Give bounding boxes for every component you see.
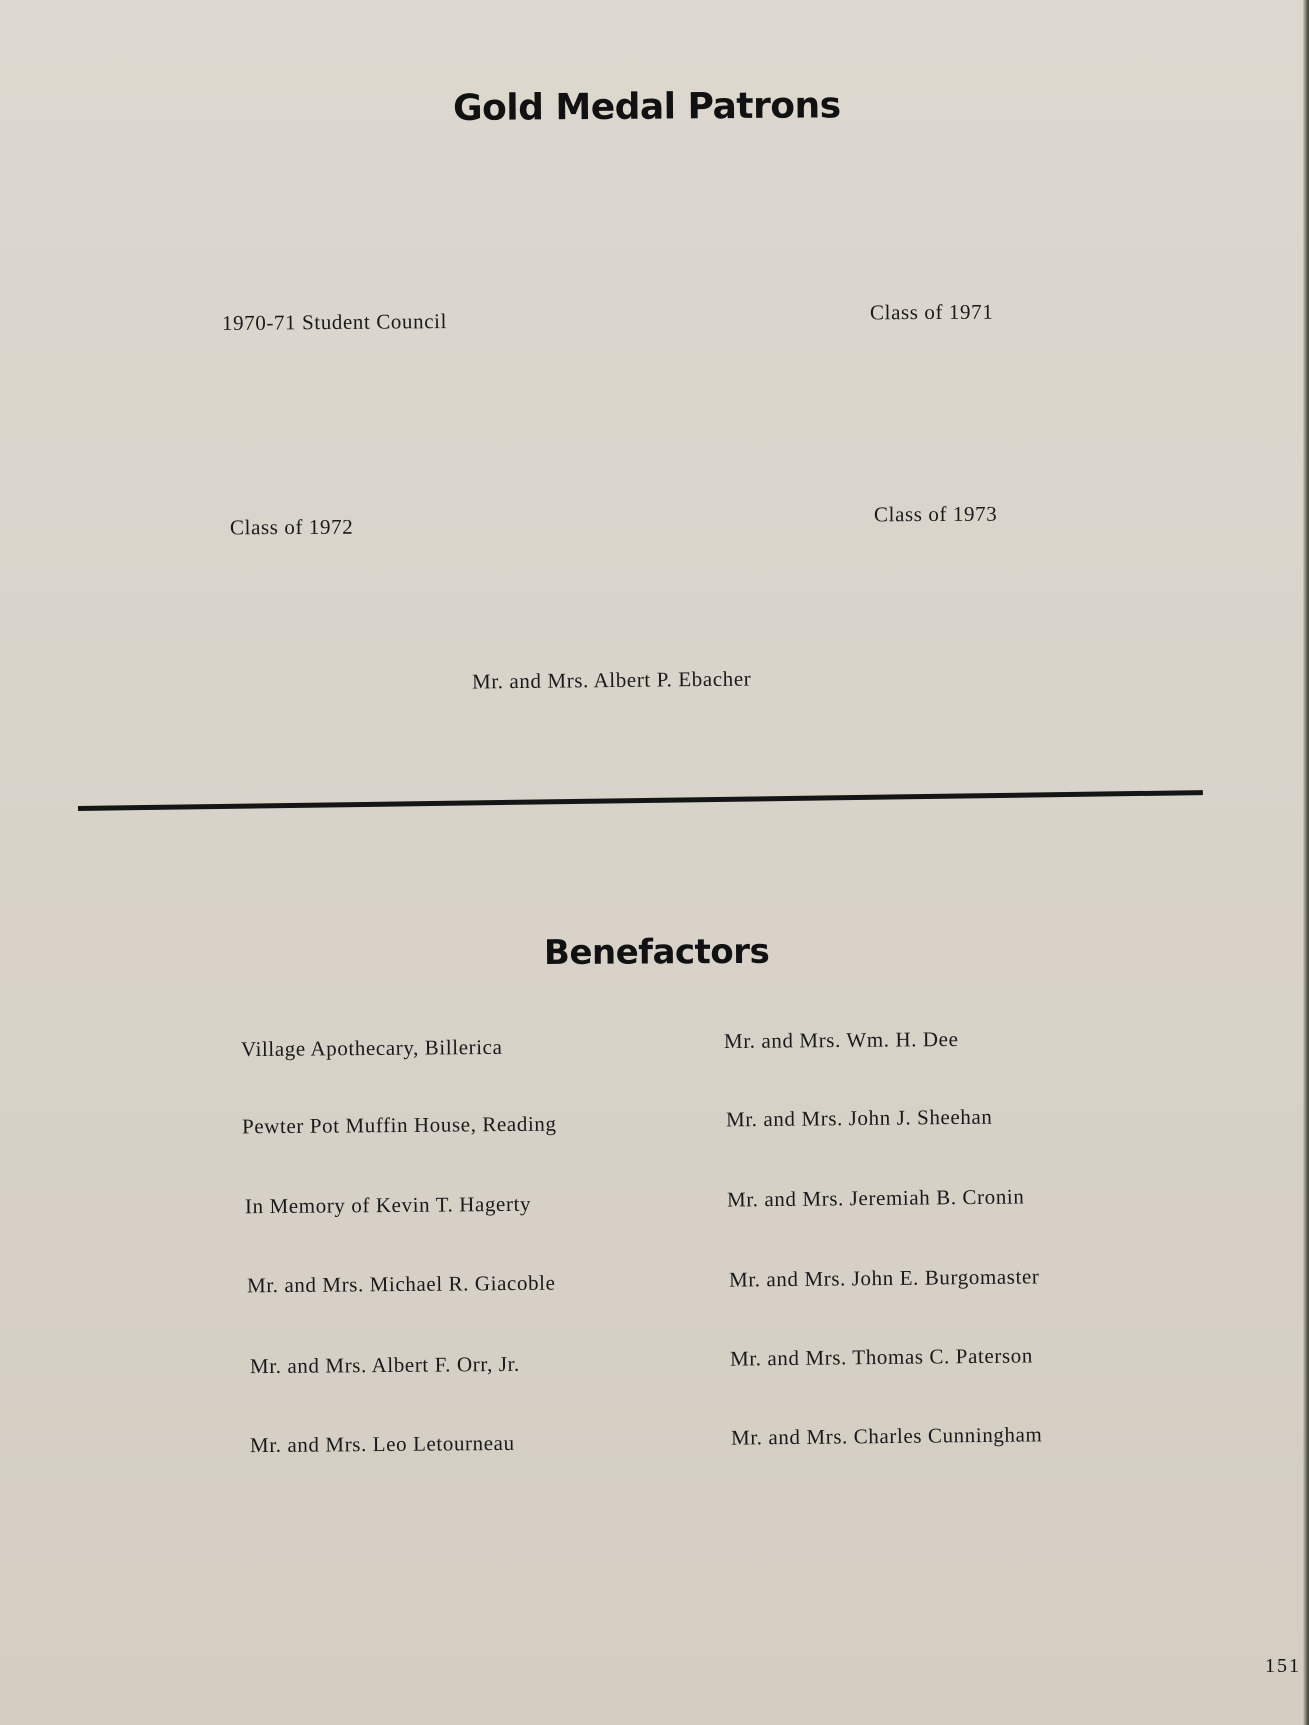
section-divider — [78, 790, 1203, 811]
gold-patron-class-1973: Class of 1973 — [873, 501, 998, 527]
benefactor-entry: Mr. and Mrs. John J. Sheehan — [725, 1104, 993, 1132]
gold-patron-class-1972: Class of 1972 — [229, 514, 354, 540]
benefactor-entry: Pewter Pot Muffin House, Reading — [241, 1111, 557, 1139]
gold-patron-student-council: 1970-71 Student Council — [221, 309, 448, 335]
benefactor-entry: Mr. and Mrs. Albert F. Orr, Jr. — [249, 1351, 520, 1379]
benefactor-entry: In Memory of Kevin T. Hagerty — [244, 1191, 532, 1219]
benefactor-entry: Mr. and Mrs. Charles Cunningham — [730, 1422, 1043, 1450]
benefactors-title: Benefactors — [543, 931, 770, 973]
gold-patron-ebacher: Mr. and Mrs. Albert P. Ebacher — [471, 666, 752, 694]
gold-medal-patrons-title: Gold Medal Patrons — [452, 85, 841, 129]
benefactor-entry: Mr. and Mrs. Leo Letourneau — [249, 1430, 515, 1458]
benefactor-entry: Mr. and Mrs. John E. Burgomaster — [728, 1264, 1040, 1292]
benefactor-entry: Village Apothecary, Billerica — [240, 1034, 503, 1062]
page-edge — [1303, 0, 1309, 1725]
gold-patron-class-1971: Class of 1971 — [869, 299, 994, 325]
benefactor-entry: Mr. and Mrs. Jeremiah B. Cronin — [726, 1184, 1025, 1212]
benefactor-entry: Mr. and Mrs. Wm. H. Dee — [723, 1026, 959, 1054]
benefactor-entry: Mr. and Mrs. Michael R. Giacoble — [246, 1270, 556, 1298]
page-number: 151 — [1265, 1655, 1301, 1677]
benefactor-entry: Mr. and Mrs. Thomas C. Paterson — [729, 1343, 1033, 1371]
